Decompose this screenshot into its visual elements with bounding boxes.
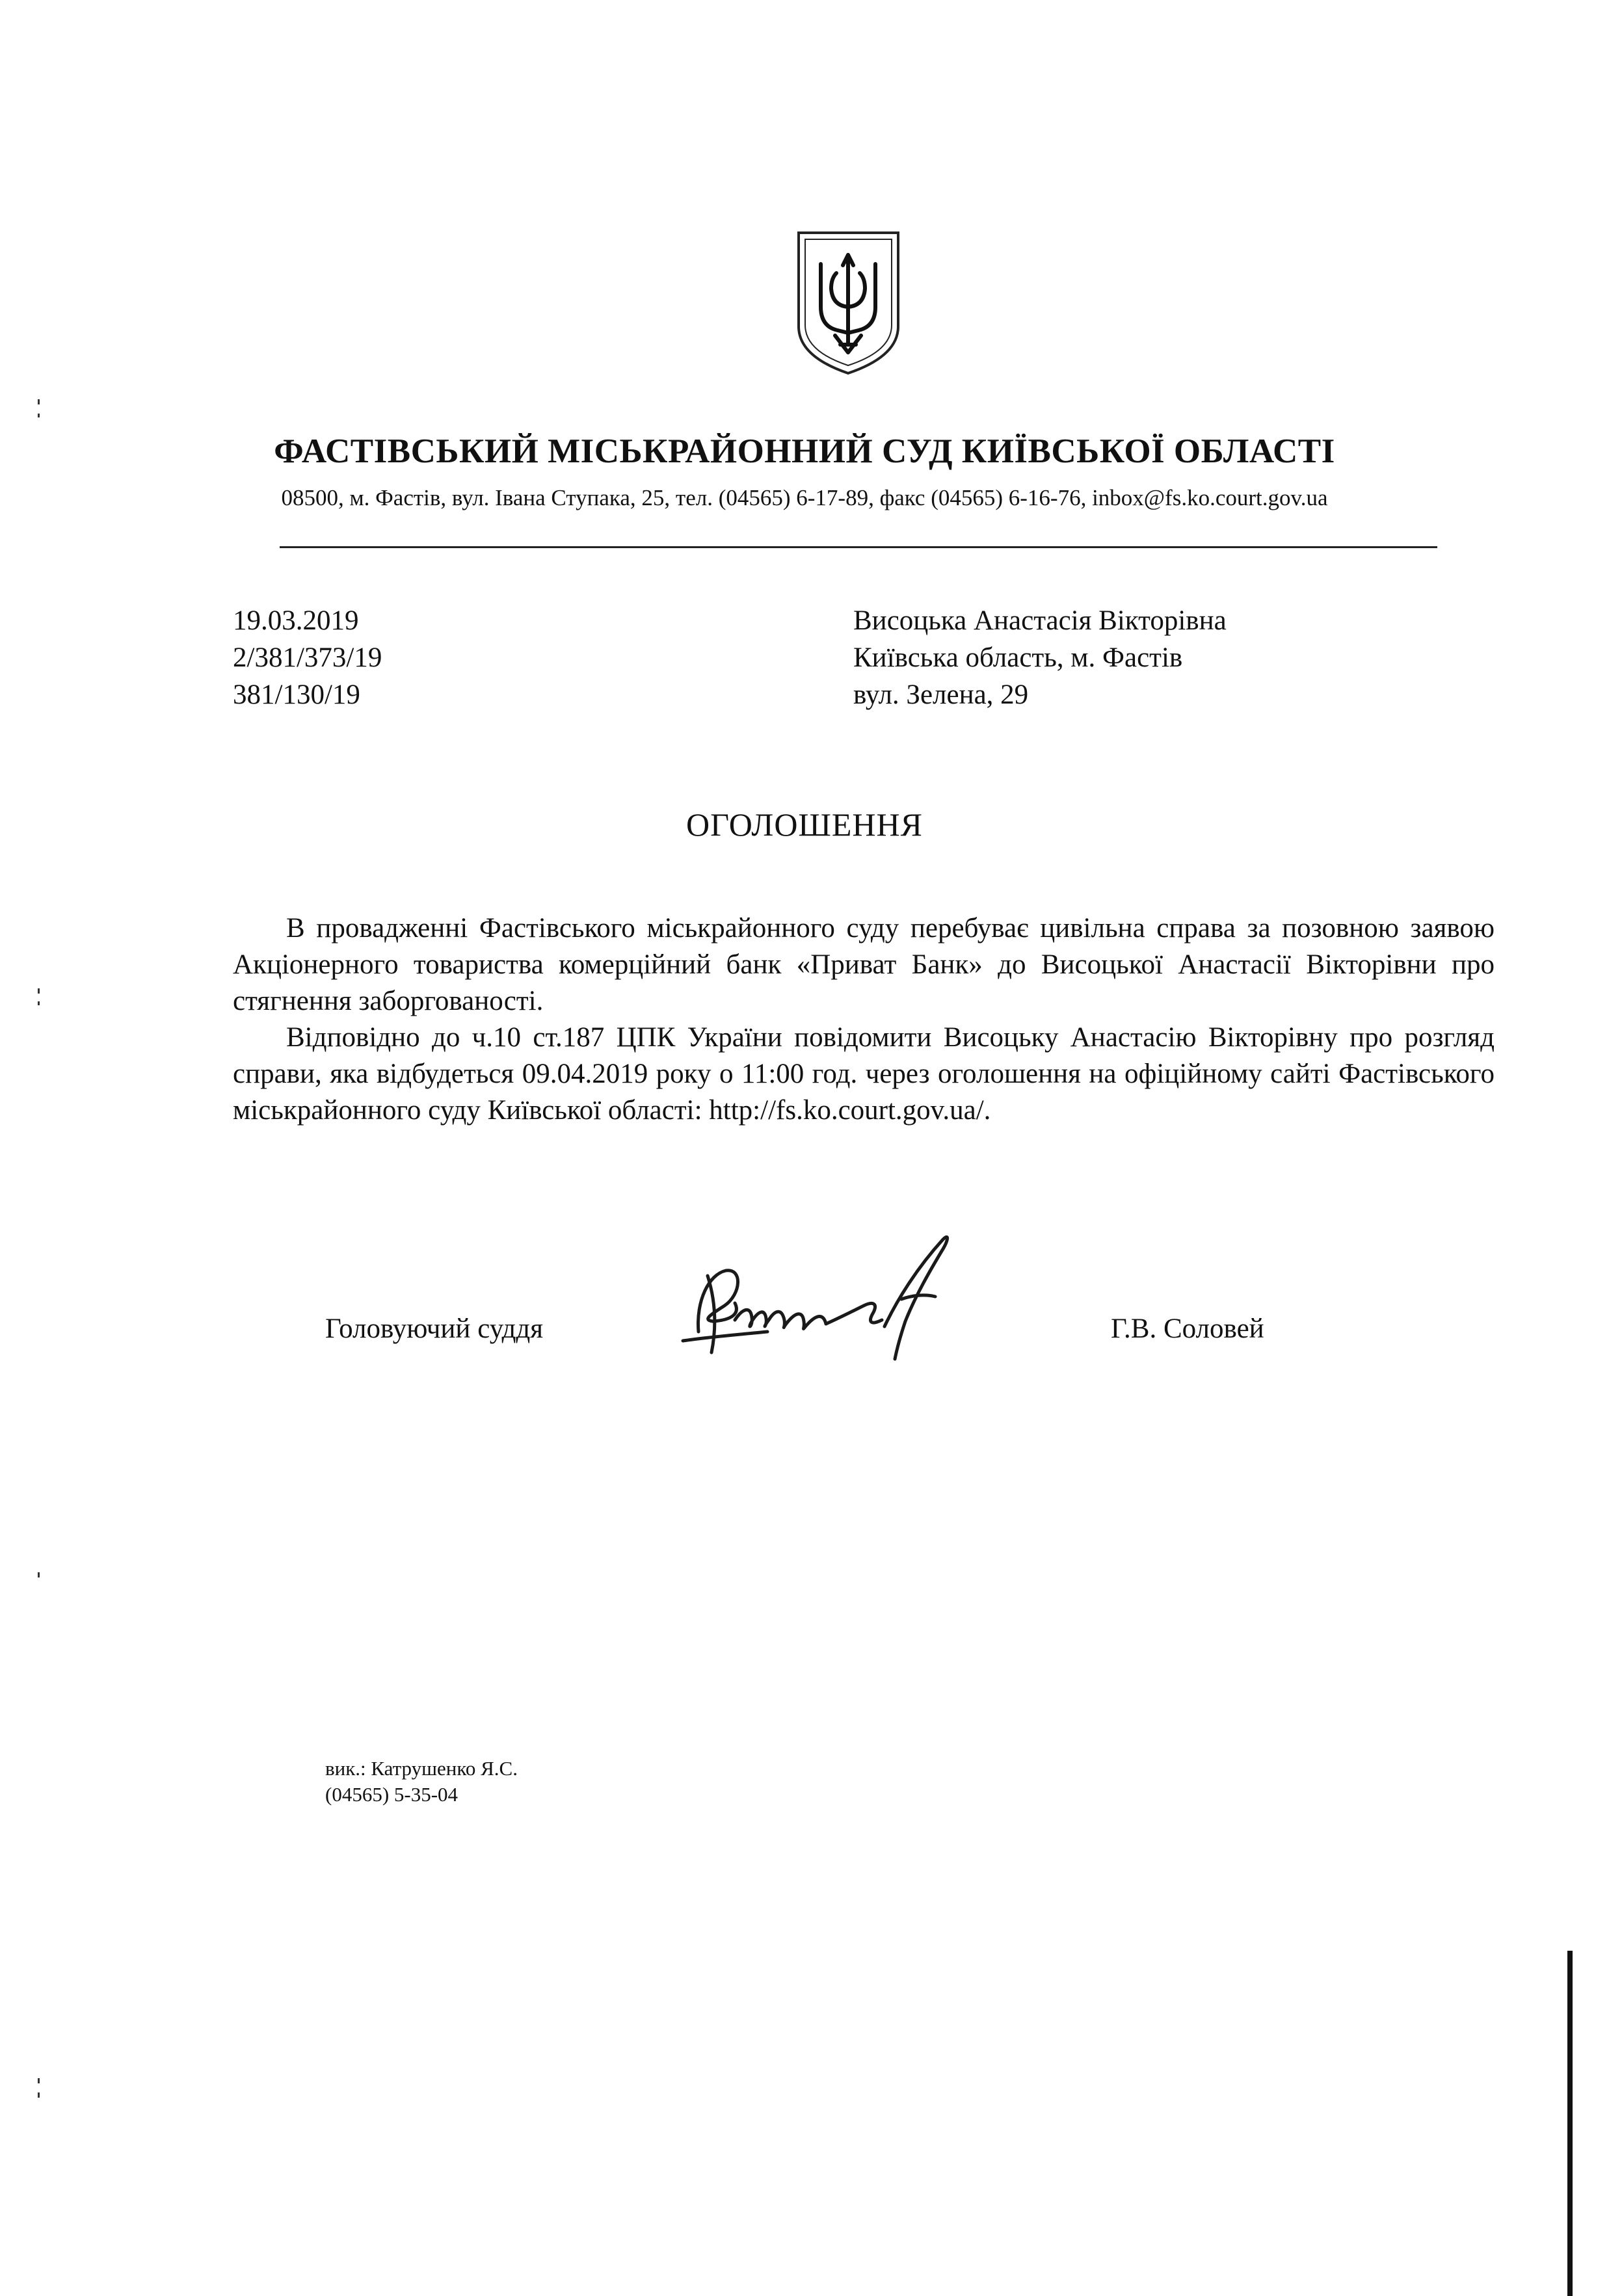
document-title: ОГОЛОШЕННЯ <box>686 806 923 843</box>
scan-artifact <box>38 988 40 994</box>
proceeding-number: 381/130/19 <box>233 680 360 710</box>
notice-paragraph: Відповідно до ч.10 ст.187 ЦПК України повідомити Висоцьку Анастасію Вікторівну про розгляд справи, яка відбудеться 09.04.2019 року о 11:00 год. через оголошення на офіційному сайті Фастівського міськрайонного суду Київської області: http://fs.ko.court.gov.ua/. <box>233 1022 1495 1126</box>
case-number: 2/381/373/19 <box>233 642 382 673</box>
scan-edge-shadow <box>1567 1951 1573 2296</box>
coat-of-arms-icon <box>795 229 902 377</box>
executor-name: вик.: Катрушенко Я.С. <box>325 1757 518 1780</box>
scan-artifact <box>38 1001 40 1005</box>
scan-artifact <box>38 2078 40 2083</box>
scan-artifact <box>38 399 40 404</box>
court-name: ФАСТІВСЬКИЙ МІСЬКРАЙОННИЙ СУД КИЇВСЬКОЇ ОБЛАСТІ <box>274 432 1335 470</box>
executor-info <box>325 1756 518 1808</box>
executor-phone: (04565) 5-35-04 <box>325 1783 459 1806</box>
signer-name: Г.В. Соловей <box>1111 1313 1264 1344</box>
handwritten-signature <box>670 1222 995 1379</box>
scan-artifact <box>38 1572 40 1577</box>
notice-body <box>233 910 1495 1129</box>
notice-paragraph: В провадженні Фастівського міськрайонного суду перебуває цивільна справа за позовною заявою Акціонерного товариства комерційний банк «Приват Банк» до Висоцької Анастасії Вікторівни про стягнення заборгованості. <box>233 913 1495 1016</box>
signer-role: Головуючий суддя <box>325 1313 544 1344</box>
recipient-region-city: Київська область, м. Фастів <box>853 642 1183 673</box>
scan-artifact <box>38 414 40 417</box>
header-divider <box>280 546 1437 548</box>
recipient-street: вул. Зелена, 29 <box>853 680 1029 710</box>
letter-date: 19.03.2019 <box>233 605 359 636</box>
recipient-name: Висоцька Анастасія Вікторівна <box>853 605 1227 636</box>
court-address: 08500, м. Фастів, вул. Івана Ступака, 25, тел. (04565) 6-17-89, факс (04565) 6-16-76, inbox@fs.ko.court.gov.ua <box>281 485 1328 510</box>
scan-artifact <box>38 2092 40 2098</box>
